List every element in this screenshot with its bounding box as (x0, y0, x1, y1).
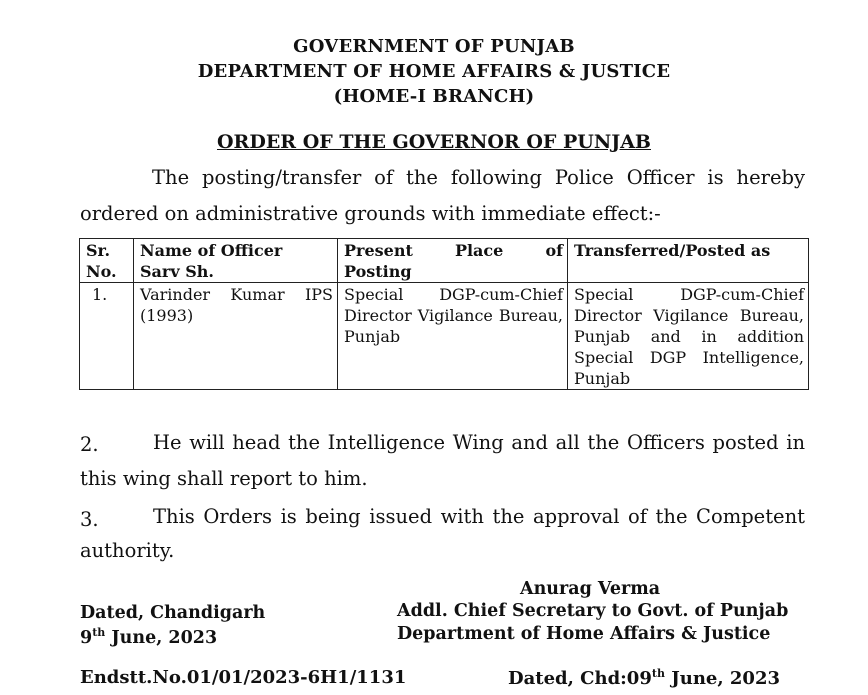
cell-sr: 1. (80, 283, 134, 390)
para2-text: He will head the Intelligence Wing and all the Officers posted in this wing shall report to him. (80, 431, 805, 490)
signatory-department: Department of Home Affairs & Justice (397, 624, 771, 644)
intro-paragraph: The posting/transfer of the following Police Officer is hereby ordered on administrative grounds with immediate effect:- (80, 166, 805, 225)
dated-date: 9th June, 2023 (80, 626, 218, 648)
header-officer-name: Name of Officer Sarv Sh. (134, 239, 338, 283)
cell-transferred-as: Special DGP-cum-Chief Director Vigilance Bureau, Punjab and in addition Special DGP Intelligence, Punjab (568, 283, 809, 390)
endorsement-date: Dated, Chd:09th June, 2023 (508, 667, 780, 689)
header-transferred-as: Transferred/Posted as (568, 239, 809, 283)
cell-officer-name: Varinder Kumar IPS (1993) (134, 283, 338, 390)
signatory-name: Anurag Verma (520, 579, 661, 599)
para3-text: This Orders is being issued with the approval of the Competent authority. (80, 505, 805, 562)
header-line-branch: (HOME-I BRANCH) (333, 86, 535, 107)
officer-table (79, 238, 809, 390)
endorsement-number: Endstt.No.01/01/2023-6H1/1131 (80, 667, 407, 688)
order-title: ORDER OF THE GOVERNOR OF PUNJAB (217, 131, 651, 153)
table-row (80, 283, 809, 390)
header-present-posting: Present Place of Posting (338, 239, 568, 283)
header-sr-no: Sr. No. (80, 239, 134, 283)
para3-number: 3. (80, 508, 99, 531)
header-line-department: DEPARTMENT OF HOME AFFAIRS & JUSTICE (197, 61, 671, 82)
header-line-government: GOVERNMENT OF PUNJAB (293, 36, 575, 57)
cell-present-posting: Special DGP-cum-Chief Director Vigilance Bureau, Punjab (338, 283, 568, 390)
table-header-row (80, 239, 809, 283)
dated-place: Dated, Chandigarh (80, 603, 266, 623)
signatory-designation: Addl. Chief Secretary to Govt. of Punjab (397, 601, 789, 621)
para2-number: 2. (80, 433, 99, 456)
